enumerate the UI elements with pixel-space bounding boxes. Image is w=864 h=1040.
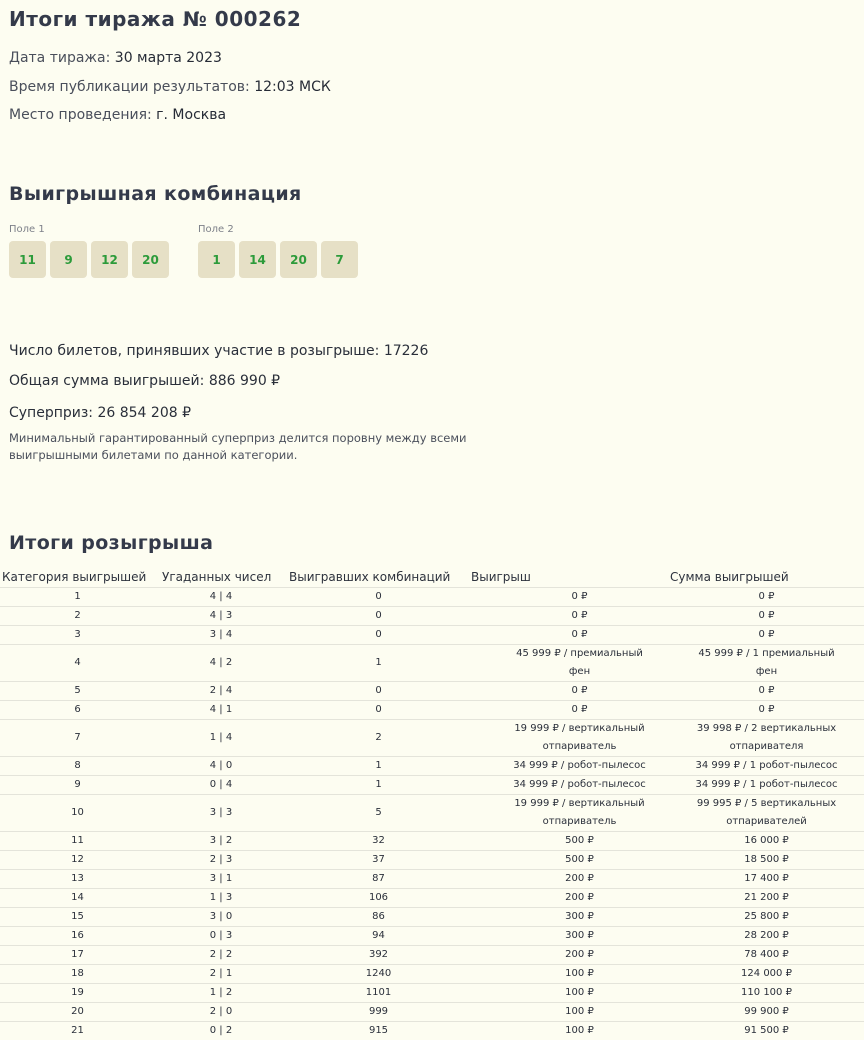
cell-sum: 78 400 ₽ <box>669 946 864 965</box>
cell-count: 87 <box>287 870 470 889</box>
cell-guessed: 3 | 1 <box>155 870 287 889</box>
draw-date <box>9 50 222 66</box>
cell-guessed: 0 | 3 <box>155 927 287 946</box>
cell-category: 19 <box>0 984 155 1003</box>
cell-count: 999 <box>287 1003 470 1022</box>
cell-category: 10 <box>0 795 155 832</box>
col-guessed: Угаданных чисел <box>155 566 287 588</box>
cell-prize: 100 ₽ <box>470 984 669 1003</box>
field2-balls <box>198 241 358 278</box>
cell-category: 13 <box>0 870 155 889</box>
cell-count: 1 <box>287 776 470 795</box>
cell-sum: 16 000 ₽ <box>669 832 864 851</box>
cell-category: 15 <box>0 908 155 927</box>
cell-sum: 17 400 ₽ <box>669 870 864 889</box>
table-row <box>0 645 864 682</box>
cell-category: 9 <box>0 776 155 795</box>
cell-guessed: 4 | 1 <box>155 701 287 720</box>
ball: 20 <box>132 241 169 278</box>
cell-category: 20 <box>0 1003 155 1022</box>
col-sum: Сумма выигрышей <box>669 566 864 588</box>
cell-sum: 45 999 ₽ / 1 премиальный фен <box>669 645 864 682</box>
cell-count: 1240 <box>287 965 470 984</box>
cell-prize: 200 ₽ <box>470 946 669 965</box>
table-row <box>0 682 864 701</box>
ball: 12 <box>91 241 128 278</box>
cell-prize: 45 999 ₽ / премиальный фен <box>470 645 669 682</box>
cell-prize: 500 ₽ <box>470 851 669 870</box>
cell-sum: 0 ₽ <box>669 626 864 645</box>
cell-count: 32 <box>287 832 470 851</box>
publish-time-value: 12:03 МСК <box>254 79 331 95</box>
cell-category: 5 <box>0 682 155 701</box>
cell-guessed: 3 | 3 <box>155 795 287 832</box>
cell-guessed: 4 | 3 <box>155 607 287 626</box>
table-row <box>0 1003 864 1022</box>
cell-guessed: 3 | 0 <box>155 908 287 927</box>
cell-guessed: 1 | 4 <box>155 720 287 757</box>
table-row <box>0 984 864 1003</box>
superprize-label: Суперприз: <box>9 405 93 421</box>
cell-guessed: 0 | 2 <box>155 1022 287 1040</box>
cell-category: 3 <box>0 626 155 645</box>
cell-category: 6 <box>0 701 155 720</box>
cell-count: 106 <box>287 889 470 908</box>
cell-sum: 0 ₽ <box>669 588 864 607</box>
table-row <box>0 588 864 607</box>
cell-sum: 0 ₽ <box>669 701 864 720</box>
cell-prize: 0 ₽ <box>470 682 669 701</box>
superprize-note: Минимальный гарантированный суперприз делится поровну между всеми выигрышными билетами по данной категории. <box>9 430 509 464</box>
cell-count: 1101 <box>287 984 470 1003</box>
cell-count: 1 <box>287 757 470 776</box>
cell-count: 86 <box>287 908 470 927</box>
cell-sum: 0 ₽ <box>669 607 864 626</box>
table-row <box>0 607 864 626</box>
field2-label: Поле 2 <box>198 224 234 235</box>
tickets-value: 17226 <box>384 343 429 359</box>
cell-sum: 34 999 ₽ / 1 робот-пылесос <box>669 757 864 776</box>
cell-category: 7 <box>0 720 155 757</box>
cell-prize: 300 ₽ <box>470 908 669 927</box>
ball: 20 <box>280 241 317 278</box>
table-row <box>0 908 864 927</box>
cell-count: 1 <box>287 645 470 682</box>
cell-sum: 91 500 ₽ <box>669 1022 864 1040</box>
table-row <box>0 870 864 889</box>
cell-count: 392 <box>287 946 470 965</box>
cell-count: 915 <box>287 1022 470 1040</box>
cell-category: 4 <box>0 645 155 682</box>
cell-sum: 28 200 ₽ <box>669 927 864 946</box>
cell-guessed: 2 | 4 <box>155 682 287 701</box>
cell-guessed: 1 | 2 <box>155 984 287 1003</box>
tickets-label: Число билетов, принявших участие в розыгрыше: <box>9 343 379 359</box>
table-row <box>0 776 864 795</box>
col-count: Выигравших комбинаций <box>287 566 470 588</box>
table-row <box>0 1022 864 1040</box>
cell-prize: 300 ₽ <box>470 927 669 946</box>
col-category: Категория выигрышей <box>0 566 155 588</box>
cell-prize: 200 ₽ <box>470 889 669 908</box>
cell-count: 0 <box>287 682 470 701</box>
total-label: Общая сумма выигрышей: <box>9 373 204 389</box>
draw-date-label: Дата тиража: <box>9 50 110 66</box>
cell-sum: 124 000 ₽ <box>669 965 864 984</box>
table-row <box>0 927 864 946</box>
table-row <box>0 946 864 965</box>
cell-category: 16 <box>0 927 155 946</box>
ball: 11 <box>9 241 46 278</box>
table-row <box>0 795 864 832</box>
superprize-stat <box>9 405 191 421</box>
cell-category: 12 <box>0 851 155 870</box>
cell-prize: 100 ₽ <box>470 1022 669 1040</box>
cell-guessed: 2 | 1 <box>155 965 287 984</box>
cell-sum: 39 998 ₽ / 2 вертикальных отпаривателя <box>669 720 864 757</box>
table-row <box>0 701 864 720</box>
cell-guessed: 1 | 3 <box>155 889 287 908</box>
cell-sum: 99 995 ₽ / 5 вертикальных отпаривателей <box>669 795 864 832</box>
cell-count: 5 <box>287 795 470 832</box>
location-label: Место проведения: <box>9 107 152 123</box>
field1-balls <box>9 241 169 278</box>
cell-count: 37 <box>287 851 470 870</box>
cell-count: 0 <box>287 701 470 720</box>
cell-prize: 0 ₽ <box>470 701 669 720</box>
total-stat <box>9 373 280 389</box>
results-header-row <box>0 566 864 588</box>
cell-guessed: 3 | 2 <box>155 832 287 851</box>
cell-count: 94 <box>287 927 470 946</box>
table-row <box>0 832 864 851</box>
cell-guessed: 4 | 2 <box>155 645 287 682</box>
cell-category: 21 <box>0 1022 155 1040</box>
cell-category: 8 <box>0 757 155 776</box>
cell-sum: 18 500 ₽ <box>669 851 864 870</box>
results-table <box>0 566 864 1040</box>
cell-sum: 34 999 ₽ / 1 робот-пылесос <box>669 776 864 795</box>
cell-sum: 0 ₽ <box>669 682 864 701</box>
cell-count: 0 <box>287 588 470 607</box>
results-title: Итоги розыгрыша <box>9 532 213 554</box>
superprize-value: 26 854 208 ₽ <box>97 405 191 421</box>
publish-time-label: Время публикации результатов: <box>9 79 250 95</box>
table-row <box>0 889 864 908</box>
cell-prize: 19 999 ₽ / вертикальный отпариватель <box>470 795 669 832</box>
table-row <box>0 757 864 776</box>
cell-guessed: 2 | 3 <box>155 851 287 870</box>
cell-sum: 110 100 ₽ <box>669 984 864 1003</box>
cell-category: 11 <box>0 832 155 851</box>
publish-time <box>9 79 331 95</box>
page-title: Итоги тиража № 000262 <box>9 7 301 31</box>
location <box>9 107 226 123</box>
table-row <box>0 720 864 757</box>
cell-sum: 99 900 ₽ <box>669 1003 864 1022</box>
location-value: г. Москва <box>156 107 226 123</box>
combination-title: Выигрышная комбинация <box>9 183 302 205</box>
ball: 7 <box>321 241 358 278</box>
cell-prize: 100 ₽ <box>470 1003 669 1022</box>
cell-prize: 0 ₽ <box>470 626 669 645</box>
ball: 9 <box>50 241 87 278</box>
cell-sum: 21 200 ₽ <box>669 889 864 908</box>
total-value: 886 990 ₽ <box>209 373 280 389</box>
cell-category: 1 <box>0 588 155 607</box>
cell-prize: 200 ₽ <box>470 870 669 889</box>
cell-category: 14 <box>0 889 155 908</box>
cell-guessed: 4 | 4 <box>155 588 287 607</box>
cell-count: 0 <box>287 626 470 645</box>
cell-guessed: 2 | 2 <box>155 946 287 965</box>
table-row <box>0 851 864 870</box>
cell-prize: 19 999 ₽ / вертикальный отпариватель <box>470 720 669 757</box>
cell-prize: 34 999 ₽ / робот-пылесос <box>470 757 669 776</box>
col-prize: Выигрыш <box>470 566 669 588</box>
cell-category: 18 <box>0 965 155 984</box>
cell-category: 17 <box>0 946 155 965</box>
cell-guessed: 2 | 0 <box>155 1003 287 1022</box>
cell-guessed: 4 | 0 <box>155 757 287 776</box>
ball: 14 <box>239 241 276 278</box>
field1-label: Поле 1 <box>9 224 45 235</box>
cell-sum: 25 800 ₽ <box>669 908 864 927</box>
cell-prize: 34 999 ₽ / робот-пылесос <box>470 776 669 795</box>
cell-guessed: 0 | 4 <box>155 776 287 795</box>
cell-count: 0 <box>287 607 470 626</box>
cell-prize: 0 ₽ <box>470 588 669 607</box>
cell-count: 2 <box>287 720 470 757</box>
cell-category: 2 <box>0 607 155 626</box>
tickets-stat <box>9 343 428 359</box>
cell-prize: 500 ₽ <box>470 832 669 851</box>
cell-prize: 0 ₽ <box>470 607 669 626</box>
table-row <box>0 965 864 984</box>
results-body <box>0 588 864 1040</box>
ball: 1 <box>198 241 235 278</box>
cell-prize: 100 ₽ <box>470 965 669 984</box>
draw-date-value: 30 марта 2023 <box>115 50 222 66</box>
table-row <box>0 626 864 645</box>
cell-guessed: 3 | 4 <box>155 626 287 645</box>
